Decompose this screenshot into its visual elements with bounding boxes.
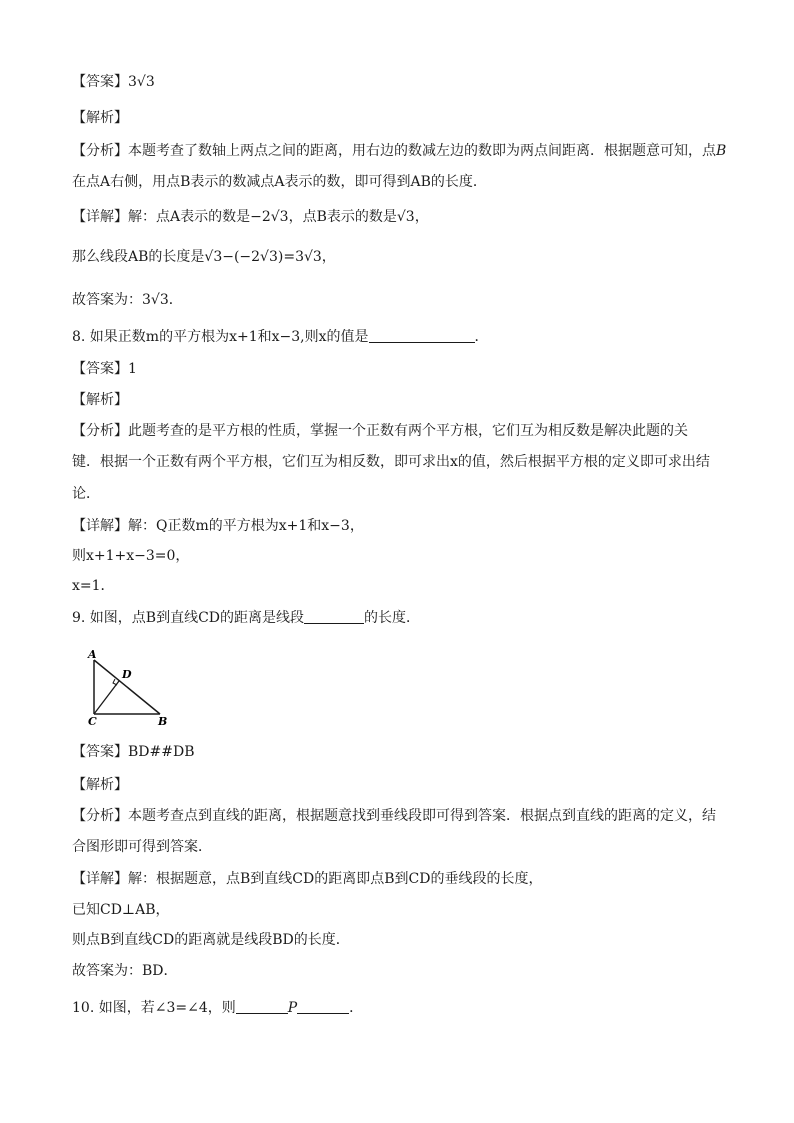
detail-8: 【详解】解：Q正数m的平方根为x+1和x−3，	[72, 518, 364, 534]
analysis-heading-9: 【解析】	[72, 777, 128, 793]
answer-8: 【答案】1	[72, 361, 137, 377]
detail-9: 【详解】解：根据题意，点B到直线CD的距离即点B到CD的垂线段的长度，	[72, 871, 543, 887]
final-answer-7: 故答案为：3√3．	[72, 292, 183, 308]
detail-9-step-1: 已知CD⊥AB，	[72, 902, 170, 918]
label-b: B	[158, 715, 168, 728]
detail-8-step-2: x=1．	[72, 578, 115, 594]
answer-9: 【答案】BD##DB	[72, 744, 195, 760]
analysis-9-line-1: 【分析】本题考查点到直线的距离，根据题意找到垂线段即可得到答案．根据点到直线的距离的定义，结	[72, 808, 716, 824]
question-9: 9. 如图，点B到直线CD的距离是线段 的长度．	[72, 610, 421, 626]
final-answer-9: 故答案为：BD．	[72, 963, 178, 979]
answer-blank-8	[369, 328, 475, 343]
detail-7-step: 那么线段AB的长度是√3−(−2√3)=3√3，	[72, 249, 336, 265]
analysis-8-line-1: 【分析】此题考查的是平方根的性质，掌握一个正数有两个平方根，它们互为相反数是解决此题的关	[72, 423, 688, 439]
analysis-7-line-2: 在点A右侧，用点B表示的数减点A表示的数，即可得到AB的长度．	[72, 174, 487, 190]
question-10: 10. 如图，若∠3=∠4，则 P ．	[72, 1000, 364, 1016]
label-d: D	[122, 668, 132, 681]
geometry-figure	[86, 648, 176, 728]
analysis-heading-7: 【解析】	[72, 110, 128, 126]
analysis-8-line-2: 键．根据一个正数有两个平方根，它们互为相反数，即可求出x的值，然后根据平方根的定义即可求出结	[72, 454, 710, 470]
detail-8-step-1: 则x+1+x−3=0，	[72, 548, 190, 564]
segment-cd	[94, 681, 119, 714]
detail-7: 【详解】解：点A表示的数是−2√3，点B表示的数是√3，	[72, 209, 429, 225]
analysis-9-line-2: 合图形即可得到答案．	[72, 839, 212, 855]
answer-blank-9	[304, 609, 364, 624]
analysis-7-line-1: 【分析】本题考查了数轴上两点之间的距离，用右边的数减左边的数即为两点间距离．根据题意可知，点B	[72, 143, 727, 159]
detail-9-step-2: 则点B到直线CD的距离就是线段BD的长度．	[72, 932, 350, 948]
label-a: A	[88, 648, 97, 661]
analysis-heading-8: 【解析】	[72, 392, 128, 408]
answer-blank-10b	[297, 999, 349, 1014]
answer-7: 【答案】3√3	[72, 74, 155, 90]
answer-blank-10a	[236, 999, 288, 1014]
label-c: C	[88, 715, 97, 728]
analysis-8-line-3: 论．	[72, 486, 100, 502]
question-8: 8. 如果正数m的平方根为x+1和x−3,则x的值是 ．	[72, 329, 489, 345]
